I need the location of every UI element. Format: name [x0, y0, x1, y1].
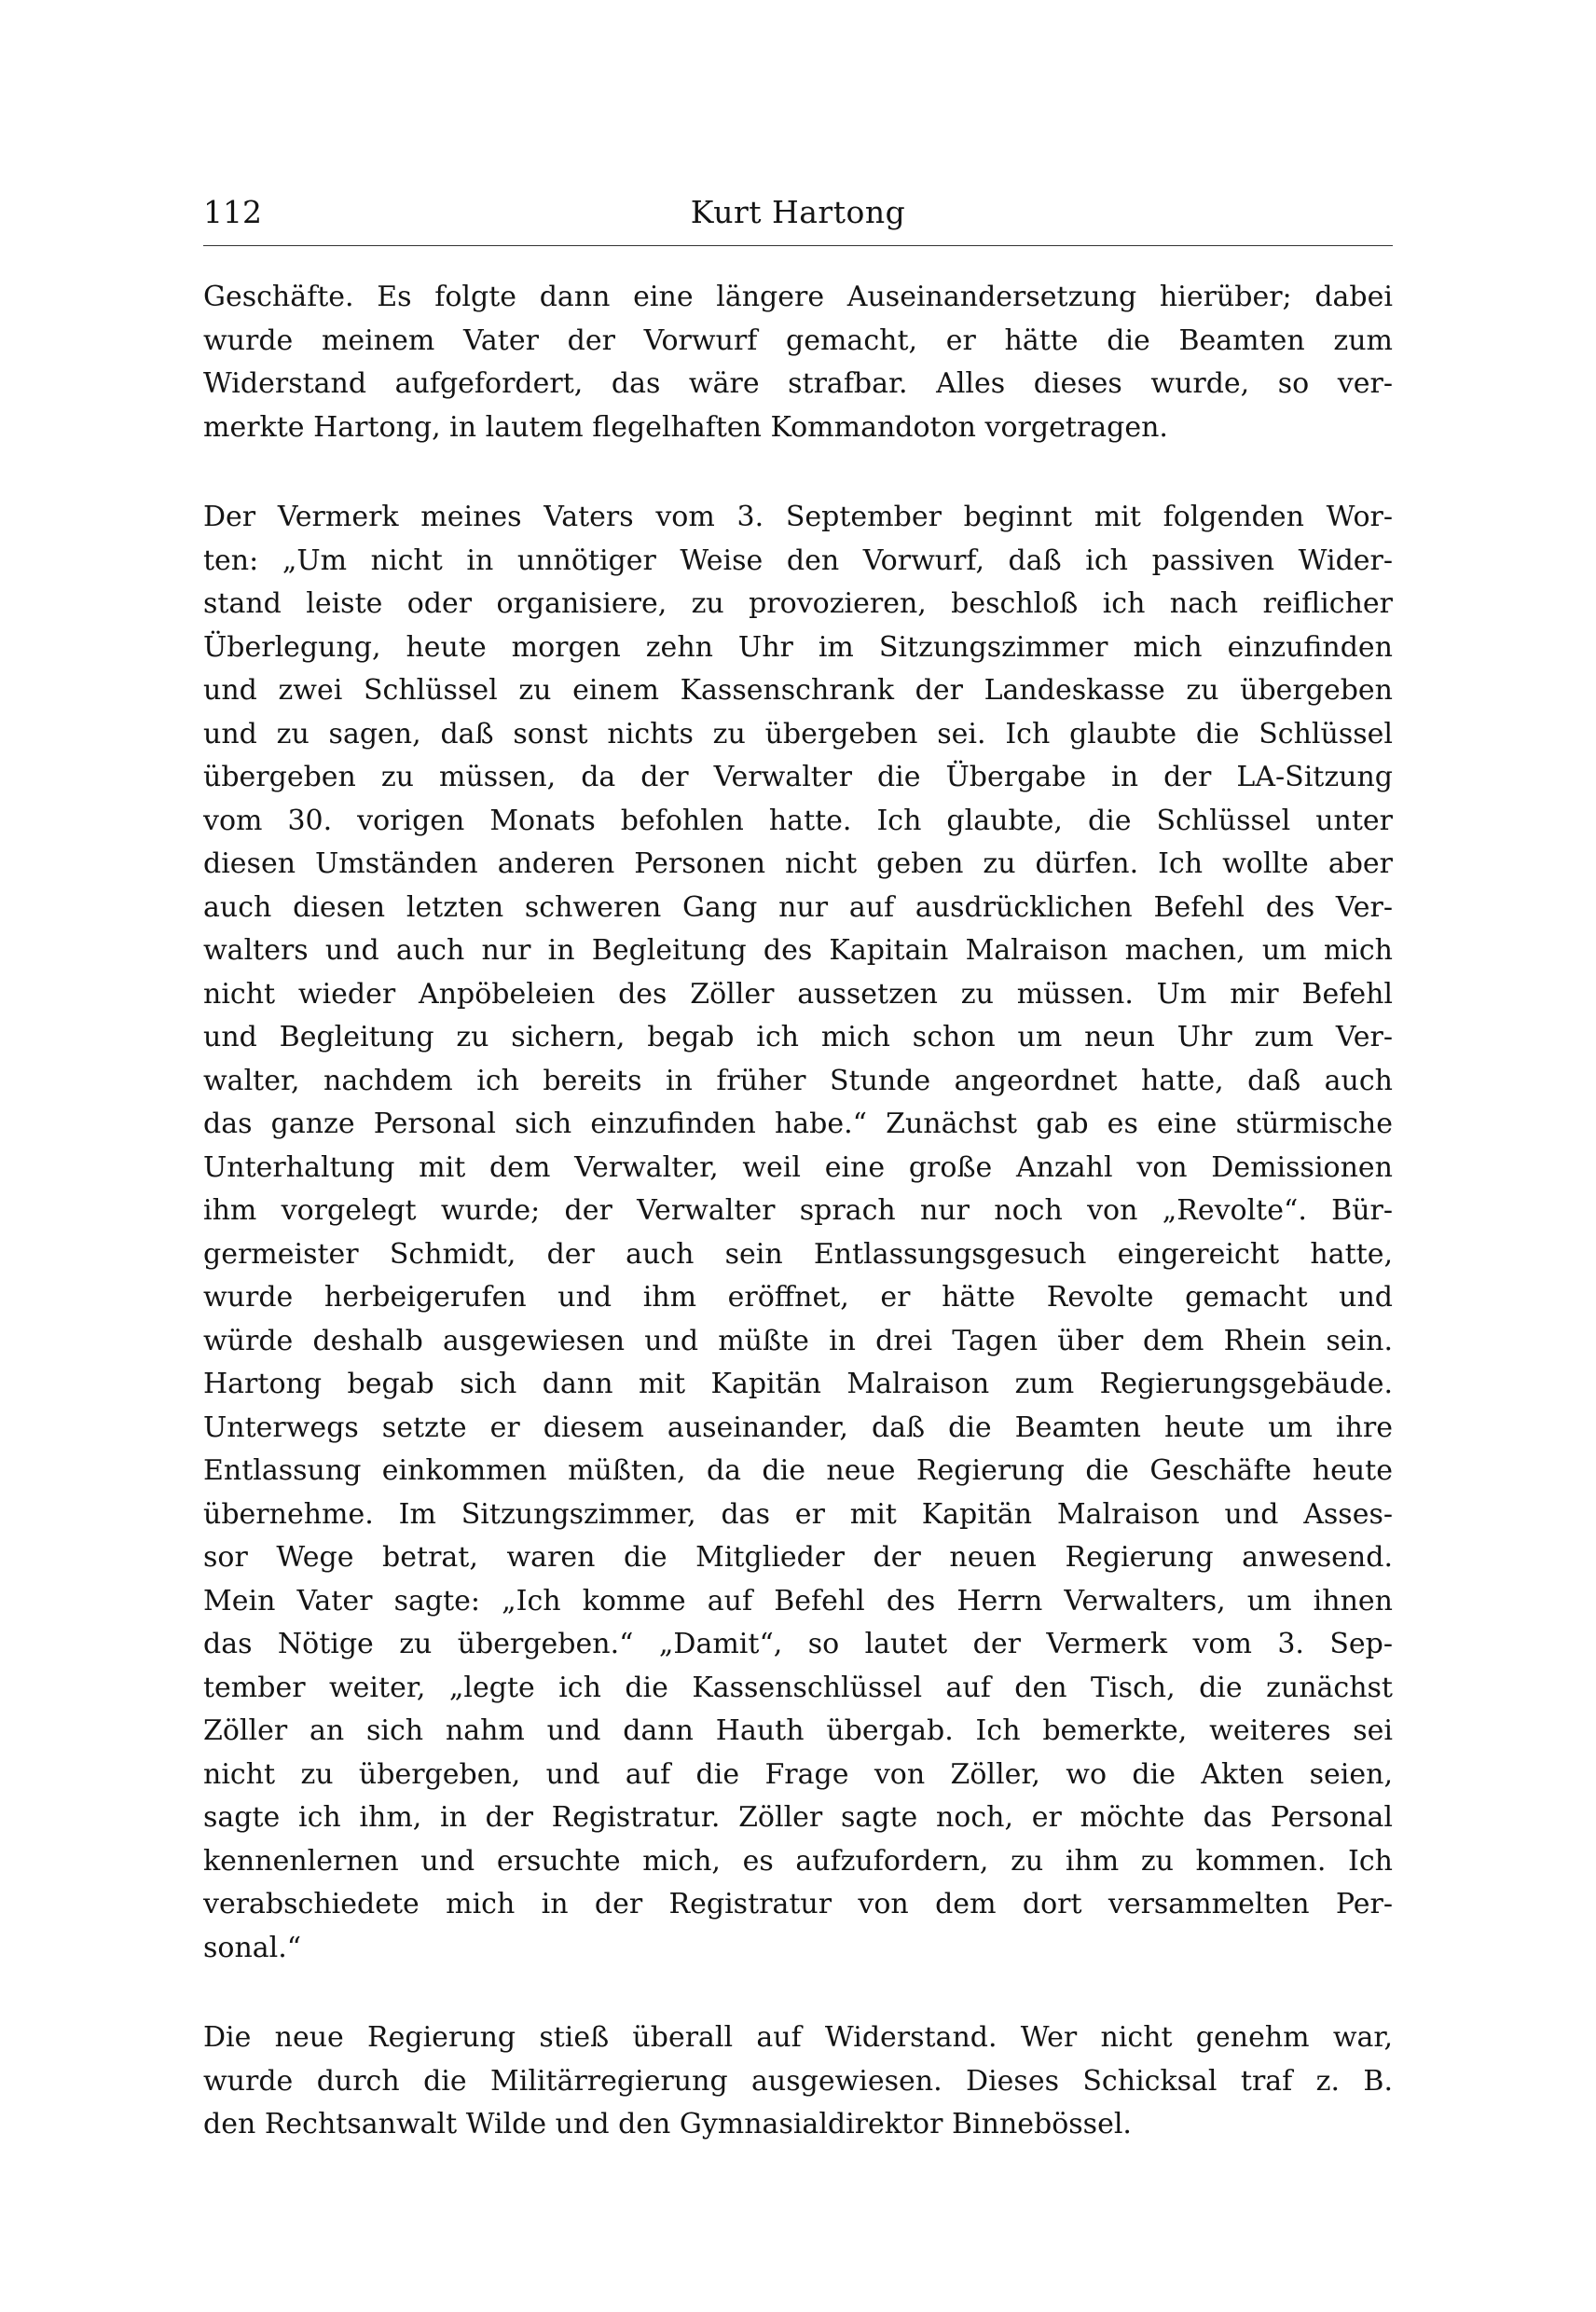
text-line: Geschäfte. Es folgte dann eine längere Auseinandersetzung hierüber; dabei	[203, 281, 1393, 313]
text-line: den Rechtsanwalt Wilde und den Gymnasialdirektor Binnebössel.	[203, 2108, 1132, 2140]
text-line: würde deshalb ausgewiesen und müßte in drei Tagen über dem Rhein sein.	[203, 1324, 1393, 1357]
text-line: nicht zu übergeben, und auf die Frage von Zöller, wo die Akten seien,	[203, 1757, 1393, 1791]
header-rule	[203, 245, 1393, 246]
text-line: ihm vorgelegt wurde; der Verwalter sprach nur noch von „Revolte“. Bür-	[203, 1194, 1393, 1227]
text-line: diesen Umständen anderen Personen nicht geben zu dürfen. Ich wollte aber	[203, 847, 1393, 880]
page-number: 112	[203, 194, 262, 230]
body-text	[203, 276, 1393, 2147]
text-line: Zöller an sich nahm und dann Hauth übergab. Ich bemerkte, weiteres sei	[203, 1714, 1393, 1747]
text-line: Entlassung einkommen müßten, da die neue Regierung die Geschäfte heute	[203, 1454, 1393, 1487]
running-title: Kurt Hartong	[690, 194, 906, 230]
paragraph	[203, 496, 1393, 1970]
text-line: germeister Schmidt, der auch sein Entlassungsgesuch eingereicht hatte,	[203, 1237, 1393, 1271]
text-line: Hartong begab sich dann mit Kapitän Malraison zum Regierungsgebäude.	[203, 1368, 1393, 1400]
text-line: verabschiedete mich in der Registratur von dem dort versammelten Per-	[203, 1888, 1393, 1920]
text-line: und Begleitung zu sichern, begab ich mich schon um neun Uhr zum Ver-	[203, 1021, 1393, 1053]
text-line: Der Vermerk meines Vaters vom 3. September beginnt mit folgenden Wor-	[203, 501, 1393, 533]
text-line: sagte ich ihm, in der Registratur. Zöller sagte noch, er möchte das Personal	[203, 1801, 1393, 1834]
paragraph	[203, 2016, 1393, 2147]
text-line: tember weiter, „legte ich die Kassenschlüssel auf den Tisch, die zunächst	[203, 1671, 1393, 1704]
text-line: merkte Hartong, in lautem flegelhaften Kommandoton vorgetragen.	[203, 410, 1168, 444]
text-line: das ganze Personal sich einzufinden habe.“ Zunächst gab es eine stürmische	[203, 1108, 1393, 1140]
text-line: Mein Vater sagte: „Ich komme auf Befehl des Herrn Verwalters, um ihnen	[203, 1584, 1393, 1617]
text-line: auch diesen letzten schweren Gang nur auf ausdrücklichen Befehl des Ver-	[203, 890, 1393, 924]
text-line: und zu sagen, daß sonst nichts zu übergeben sei. Ich glaubte die Schlüssel	[203, 717, 1393, 750]
text-line: Widerstand aufgefordert, das wäre strafbar. Alles dieses wurde, so ver-	[203, 367, 1393, 400]
text-line: kennenlernen und ersuchte mich, es aufzufordern, zu ihm zu kommen. Ich	[203, 1844, 1393, 1878]
text-line: sonal.“	[203, 1931, 302, 1964]
text-line: das Nötige zu übergeben.“ „Damit“, so lautet der Vermerk vom 3. Sep-	[203, 1628, 1393, 1660]
text-line: Unterhaltung mit dem Verwalter, weil eine große Anzahl von Demissionen	[203, 1150, 1393, 1184]
text-line: übergeben zu müssen, da der Verwalter die Übergabe in der LA-Sitzung	[203, 761, 1393, 793]
text-line: Die neue Regierung stieß überall auf Widerstand. Wer nicht genehm war,	[203, 2021, 1393, 2054]
text-line: walters und auch nur in Begleitung des Kapitain Malraison machen, um mich	[203, 934, 1393, 967]
text-line: ten: „Um nicht in unnötiger Weise den Vorwurf, daß ich passiven Wider-	[203, 544, 1393, 577]
text-line: vom 30. vorigen Monats befohlen hatte. Ich glaubte, die Schlüssel unter	[203, 804, 1393, 837]
text-line: wurde durch die Militärregierung ausgewiesen. Dieses Schicksal traf z. B.	[203, 2064, 1393, 2098]
text-line: Unterwegs setzte er diesem auseinander, daß die Beamten heute um ihre	[203, 1411, 1393, 1444]
text-line: wurde meinem Vater der Vorwurf gemacht, er hätte die Beamten zum	[203, 323, 1393, 357]
text-line: wurde herbeigerufen und ihm eröffnet, er hätte Revolte gemacht und	[203, 1281, 1393, 1314]
text-line: walter, nachdem ich bereits in früher Stunde angeordnet hatte, daß auch	[203, 1064, 1393, 1097]
text-line: stand leiste oder organisiere, zu provozieren, beschloß ich nach reiflicher	[203, 587, 1393, 620]
text-line: übernehme. Im Sitzungszimmer, das er mit Kapitän Malraison und Asses-	[203, 1497, 1393, 1531]
paragraph	[203, 276, 1393, 449]
text-line: nicht wieder Anpöbeleien des Zöller aussetzen zu müssen. Um mir Befehl	[203, 977, 1393, 1011]
text-line: Überlegung, heute morgen zehn Uhr im Sitzungszimmer mich einzufinden	[203, 630, 1393, 664]
text-line: und zwei Schlüssel zu einem Kassenschrank der Landeskasse zu übergeben	[203, 674, 1393, 707]
text-line: sor Wege betrat, waren die Mitglieder der neuen Regierung anwesend.	[203, 1541, 1393, 1574]
